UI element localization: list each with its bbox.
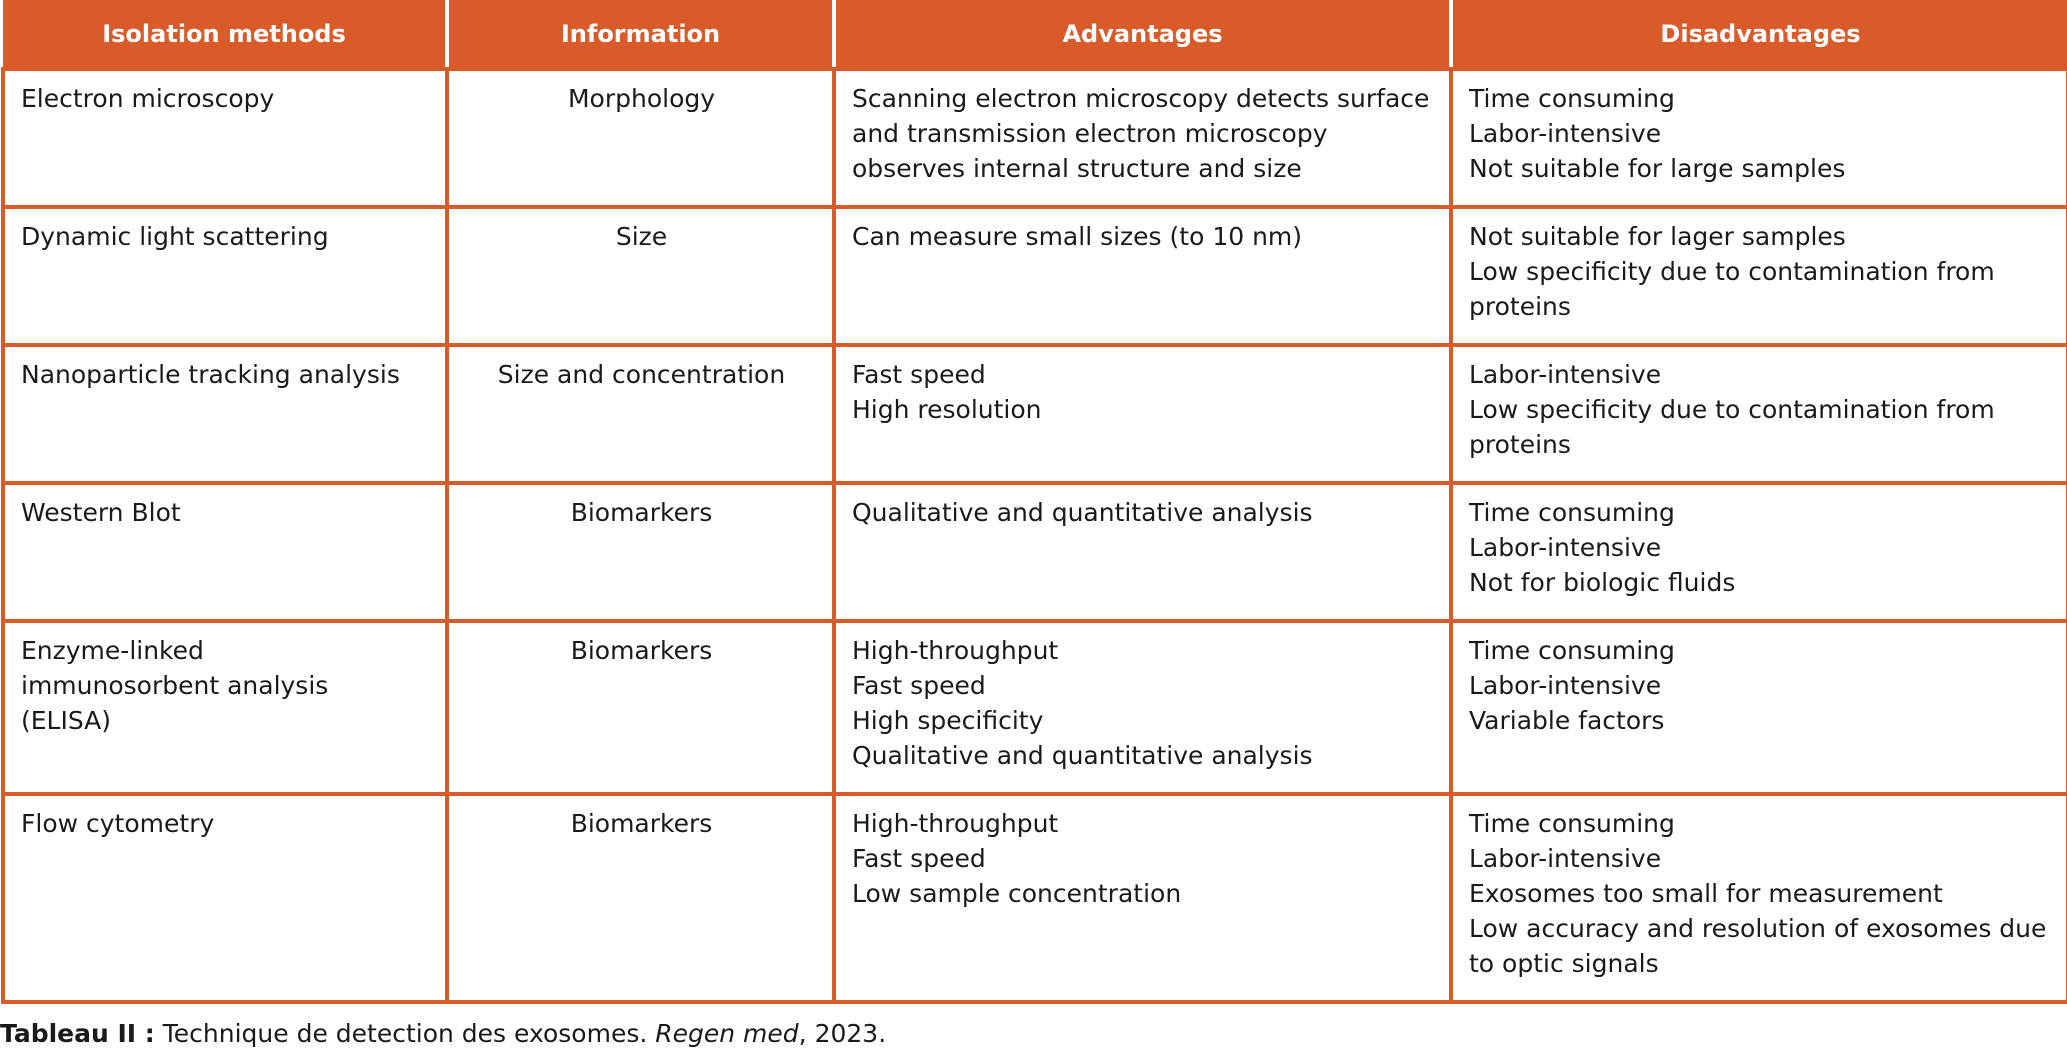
disadvantage-line: to optic signals [1469,949,1659,978]
method-line: Western Blot [21,498,181,527]
header-information: Information [447,0,834,69]
information-cell: Biomarkers [447,621,834,794]
disadvantages-cell [1451,207,2067,345]
disadvantage-line: Not for biologic fluids [1469,568,1736,597]
disadvantage-line: Low specificity due to contamination from [1469,257,1995,286]
disadvantages-cell [1451,345,2067,483]
disadvantage-line: Low accuracy and resolution of exosomes due [1469,914,2047,943]
table-row [3,483,2067,621]
information-cell: Morphology [447,69,834,207]
method-line: Nanoparticle tracking analysis [21,360,400,389]
advantage-line: Qualitative and quantitative analysis [852,498,1313,527]
header-advantages: Advantages [834,0,1451,69]
information-cell: Size and concentration [447,345,834,483]
information-cell: Size [447,207,834,345]
advantage-line: Fast speed [852,360,986,389]
disadvantage-line: Labor-intensive [1469,844,1662,873]
table-caption [0,1018,886,1050]
advantage-line: High-throughput [852,809,1059,838]
method-line: Dynamic light scattering [21,222,329,251]
advantages-cell [834,69,1451,207]
disadvantage-line: Time consuming [1469,809,1675,838]
disadvantage-line: Time consuming [1469,84,1675,113]
method-cell [3,69,447,207]
disadvantage-line: Labor-intensive [1469,533,1662,562]
advantages-cell [834,207,1451,345]
information-cell: Biomarkers [447,794,834,1002]
disadvantage-line: Not suitable for large samples [1469,154,1846,183]
method-cell [3,345,447,483]
disadvantage-line: Labor-intensive [1469,360,1662,389]
header-isolation-methods: Isolation methods [3,0,447,69]
method-cell [3,483,447,621]
table-row [3,345,2067,483]
disadvantages-cell [1451,794,2067,1002]
advantage-line: High resolution [852,395,1042,424]
method-line: Electron microscopy [21,84,275,113]
advantage-line: Can measure small sizes (to 10 nm) [852,222,1303,251]
caption-journal: Regen med [655,1019,799,1048]
advantage-line: Fast speed [852,844,986,873]
disadvantage-line: Labor-intensive [1469,671,1662,700]
table-row [3,207,2067,345]
advantages-cell [834,794,1451,1002]
disadvantages-cell [1451,69,2067,207]
disadvantage-line: Labor-intensive [1469,119,1662,148]
advantage-line: observes internal structure and size [852,154,1302,183]
disadvantage-line: proteins [1469,292,1571,321]
table-row [3,621,2067,794]
advantage-line: and transmission electron microscopy [852,119,1328,148]
advantage-line: High-throughput [852,636,1059,665]
method-cell [3,794,447,1002]
advantages-cell [834,621,1451,794]
advantage-line: Scanning electron microscopy detects surface [852,84,1430,113]
disadvantage-line: proteins [1469,430,1571,459]
disadvantage-line: Time consuming [1469,636,1675,665]
disadvantage-line: Not suitable for lager samples [1469,222,1846,251]
disadvantages-cell [1451,621,2067,794]
method-line: Flow cytometry [21,809,215,838]
table-row [3,794,2067,1002]
caption-text: Technique de detection des exosomes. [154,1019,656,1048]
advantages-cell [834,345,1451,483]
table-header-row [3,0,2067,69]
advantage-line: Fast speed [852,671,986,700]
advantage-line: Low sample concentration [852,879,1182,908]
method-cell [3,207,447,345]
disadvantage-line: Exosomes too small for measurement [1469,879,1943,908]
disadvantage-line: Time consuming [1469,498,1675,527]
advantages-cell [834,483,1451,621]
advantage-line: Qualitative and quantitative analysis [852,741,1313,770]
header-disadvantages: Disadvantages [1451,0,2067,69]
table-row [3,69,2067,207]
caption-label: Tableau II : [0,1019,155,1048]
method-line: immunosorbent analysis [21,671,329,700]
exosome-detection-table [1,0,2067,1004]
method-line: (ELISA) [21,706,112,735]
method-line: Enzyme-linked [21,636,204,665]
disadvantage-line: Low specificity due to contamination from [1469,395,1995,424]
method-cell [3,621,447,794]
caption-year: , 2023. [798,1019,887,1048]
information-cell: Biomarkers [447,483,834,621]
disadvantage-line: Variable factors [1469,706,1665,735]
advantage-line: High specificity [852,706,1044,735]
disadvantages-cell [1451,483,2067,621]
